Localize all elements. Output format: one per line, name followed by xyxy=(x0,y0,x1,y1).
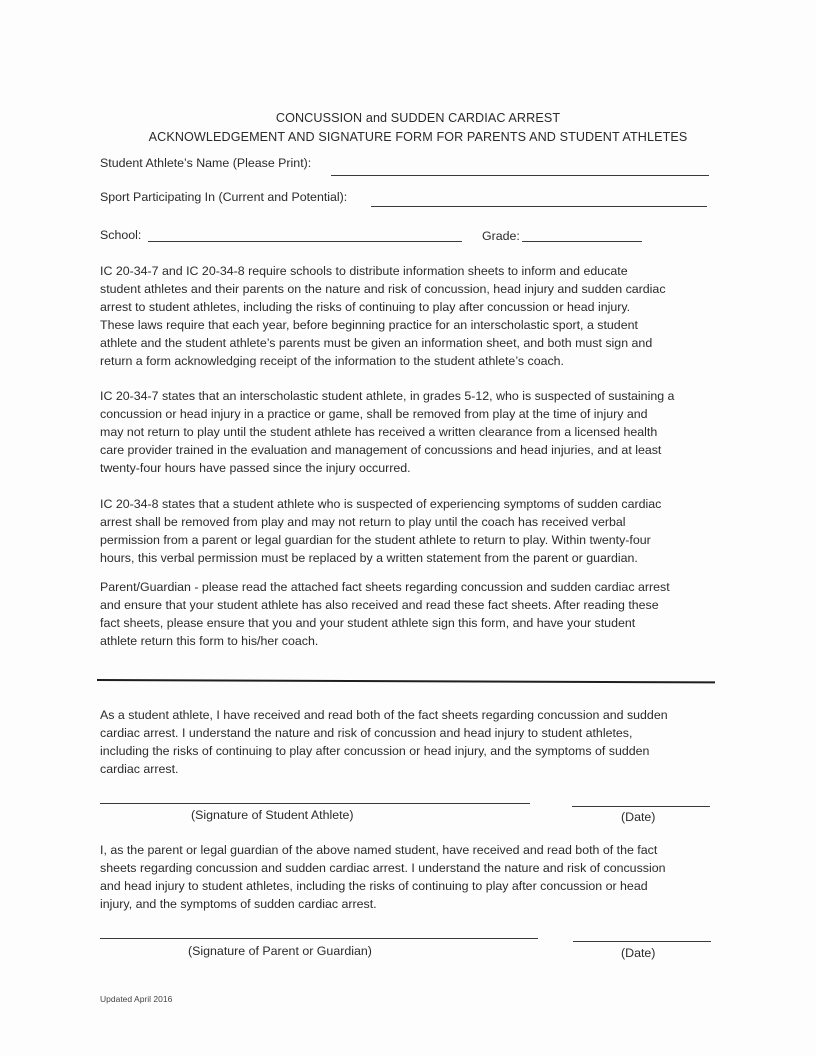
parent-signature-label: (Signature of Parent or Guardian) xyxy=(188,944,372,958)
text-line: fact sheets, please ensure that you and your student athlete sign this form, and have your student xyxy=(100,616,636,630)
sport-field[interactable] xyxy=(371,206,707,207)
school-label: School: xyxy=(100,228,142,242)
intro-paragraph xyxy=(100,262,720,370)
student-date-label: (Date) xyxy=(621,810,656,824)
text-line: IC 20-34-8 states that a student athlete who is suspected of experiencing symptoms of sudden cardiac xyxy=(100,497,662,511)
text-line: arrest to student athletes, including the risks of continuing to play after concussion or head injury. xyxy=(100,300,631,314)
text-line: IC 20-34-7 and IC 20-34-8 require schools to distribute information sheets to inform and educate xyxy=(100,264,628,278)
parent-date-label: (Date) xyxy=(621,946,656,960)
text-line: permission from a parent or legal guardian for the student athlete to return to play. Within twenty-four xyxy=(100,533,651,547)
text-line: arrest shall be removed from play and may not return to play until the coach has received verbal xyxy=(100,515,626,529)
text-line: These laws require that each year, before beginning practice for an interscholastic sport, a student xyxy=(100,318,638,332)
parent-instructions-paragraph xyxy=(100,578,720,650)
text-line: and ensure that your student athlete has also received and read these fact sheets. After reading these xyxy=(100,598,659,612)
parent-signature-field[interactable] xyxy=(100,938,538,939)
text-line: athlete and the student athlete’s parents must be given an information sheet, and both must sign and xyxy=(100,336,653,350)
form-title-line-1: CONCUSSION and SUDDEN CARDIAC ARREST xyxy=(275,111,561,125)
text-line: As a student athlete, I have received and read both of the fact sheets regarding concussion and sudden xyxy=(100,708,668,722)
text-line: I, as the parent or legal guardian of the above named student, have received and read both of the fact xyxy=(100,843,658,857)
student-signature-field[interactable] xyxy=(100,803,530,804)
text-line: Parent/Guardian - please read the attached fact sheets regarding concussion and sudden cardiac arrest xyxy=(100,580,670,594)
text-line: and head injury to student athletes, including the risks of continuing to play after concussion or head xyxy=(100,879,648,893)
text-line: may not return to play until the student athlete has received a written clearance from a licensed health xyxy=(100,425,658,439)
parent-date-field[interactable] xyxy=(573,941,711,942)
text-line: return a form acknowledging receipt of the information to the student athlete’s coach. xyxy=(100,354,565,368)
text-line: IC 20-34-7 states that an interscholastic student athlete, in grades 5-12, who is suspected of sustaining a xyxy=(100,389,675,403)
text-line: student athletes and their parents on the nature and risk of concussion, head injury and sudden cardiac xyxy=(100,282,666,296)
ic-20-34-8-paragraph xyxy=(100,495,720,567)
student-name-label: Student Athlete’s Name (Please Print): xyxy=(100,156,312,170)
text-line: sheets regarding concussion and sudden cardiac arrest. I understand the nature and risk of concussion xyxy=(100,861,666,875)
grade-label: Grade: xyxy=(482,229,520,243)
student-name-field[interactable] xyxy=(331,175,709,176)
text-line: twenty-four hours have passed since the injury occurred. xyxy=(100,461,411,475)
grade-field[interactable] xyxy=(522,241,642,242)
student-date-field[interactable] xyxy=(572,806,710,807)
form-title-line-2: ACKNOWLEDGEMENT AND SIGNATURE FORM FOR PARENTS AND STUDENT ATHLETES xyxy=(148,130,688,144)
school-field[interactable] xyxy=(148,241,462,242)
sport-label: Sport Participating In (Current and Potential): xyxy=(100,190,348,204)
student-signature-label: (Signature of Student Athlete) xyxy=(191,808,354,822)
text-line: athlete return this form to his/her coach. xyxy=(100,634,319,648)
text-line: injury, and the symptoms of sudden cardiac arrest. xyxy=(100,897,377,911)
text-line: care provider trained in the evaluation and management of concussions and head injuries, and at least xyxy=(100,443,662,457)
student-acknowledgement-paragraph xyxy=(100,706,720,778)
updated-date-footer: Updated April 2016 xyxy=(100,994,173,1004)
parent-acknowledgement-paragraph xyxy=(100,841,720,913)
text-line: hours, this verbal permission must be replaced by a written statement from the parent or guardian. xyxy=(100,551,638,565)
ic-20-34-7-paragraph xyxy=(100,387,720,477)
text-line: concussion or head injury in a practice or game, shall be removed from play at the time of injury and xyxy=(100,407,648,421)
text-line: including the risks of continuing to play after concussion or head injury, and the symptoms of sudden xyxy=(100,744,650,758)
text-line: cardiac arrest. I understand the nature and risk of concussion and head injury to student athletes, xyxy=(100,726,633,740)
section-divider xyxy=(97,679,715,683)
text-line: cardiac arrest. xyxy=(100,762,179,776)
